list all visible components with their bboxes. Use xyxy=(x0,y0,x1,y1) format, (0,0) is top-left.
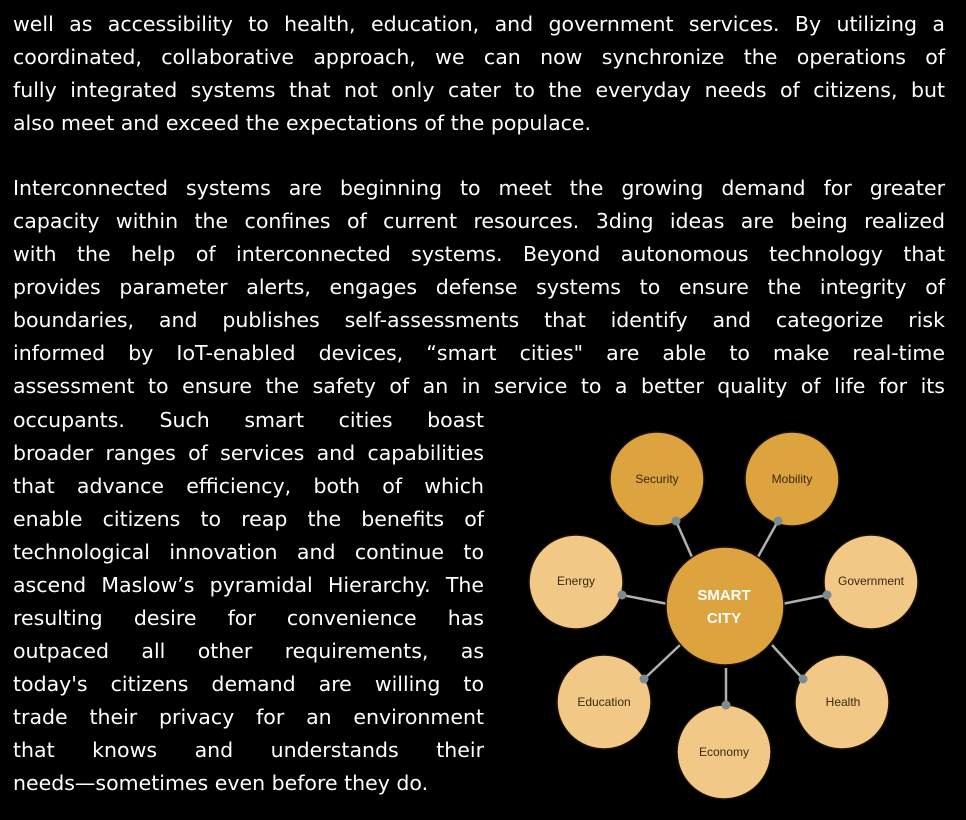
node-label-mobility: Mobility xyxy=(771,472,813,486)
node-label-government: Government xyxy=(837,574,905,588)
center-label-line2: CITY xyxy=(706,610,742,627)
center-node xyxy=(666,547,784,665)
text-line: needs—sometimes even before they do. xyxy=(13,771,429,795)
text-line: trade their privacy for an environment xyxy=(13,705,484,729)
text-line: capacity within the confines of current resources. 3ding ideas are being realized xyxy=(13,209,945,233)
text-line: today's citizens demand are willing to xyxy=(13,672,484,696)
connector-dot xyxy=(672,517,681,526)
text-line: broader ranges of services and capabilities xyxy=(13,441,484,465)
connector-dot xyxy=(823,591,832,600)
text-line: boundaries, and publishes self-assessments that identify and categorize risk xyxy=(13,308,945,332)
text-line: fully integrated systems that not only cater to the everyday needs of citizens, but xyxy=(13,78,945,102)
text-line: also meet and exceed the expectations of the populace. xyxy=(13,111,592,135)
connector-education xyxy=(644,645,680,679)
text-line: coordinated, collaborative approach, we can now synchronize the operations of xyxy=(13,45,945,69)
connector-health xyxy=(772,645,803,679)
connector-energy xyxy=(622,595,668,604)
text-line: informed by IoT-enabled devices, “smart cities" are able to make real-time xyxy=(13,341,945,365)
node-label-economy: Economy xyxy=(698,745,750,759)
text-line: that advance efficiency, both of which xyxy=(13,474,484,498)
node-label-health: Health xyxy=(825,695,861,709)
connector-dot xyxy=(618,591,627,600)
connector-dot xyxy=(722,701,731,710)
text-line: assessment to ensure the safety of an in service to a better quality of life for its xyxy=(13,374,945,398)
node-label-security: Security xyxy=(635,472,679,486)
text-line: Interconnected systems are beginning to meet the growing demand for greater xyxy=(13,176,945,200)
node-label-energy: Energy xyxy=(556,574,596,588)
text-line: technological innovation and continue to xyxy=(13,540,484,564)
text-line: well as accessibility to health, education, and government services. By utilizing a xyxy=(13,12,945,36)
center-label-line1: SMART xyxy=(697,587,751,604)
text-line: that knows and understands their xyxy=(13,738,484,762)
text-line: ascend Maslow’s pyramidal Hierarchy. The xyxy=(13,573,484,597)
connector-dot xyxy=(640,675,649,684)
connector-dot xyxy=(799,675,808,684)
smart-city-diagram xyxy=(523,422,925,804)
text-line: resulting desire for convenience has xyxy=(13,606,484,630)
text-line: enable citizens to reap the benefits of xyxy=(13,507,484,531)
text-line: outpaced all other requirements, as xyxy=(13,639,484,663)
connector-government xyxy=(782,595,827,604)
text-line: with the help of interconnected systems. Beyond autonomous technology that xyxy=(13,242,945,266)
node-label-education: Education xyxy=(577,695,631,709)
text-line: provides parameter alerts, engages defense systems to ensure the integrity of xyxy=(13,275,945,299)
connector-dot xyxy=(774,517,783,526)
text-line: occupants. Such smart cities boast xyxy=(13,408,484,432)
